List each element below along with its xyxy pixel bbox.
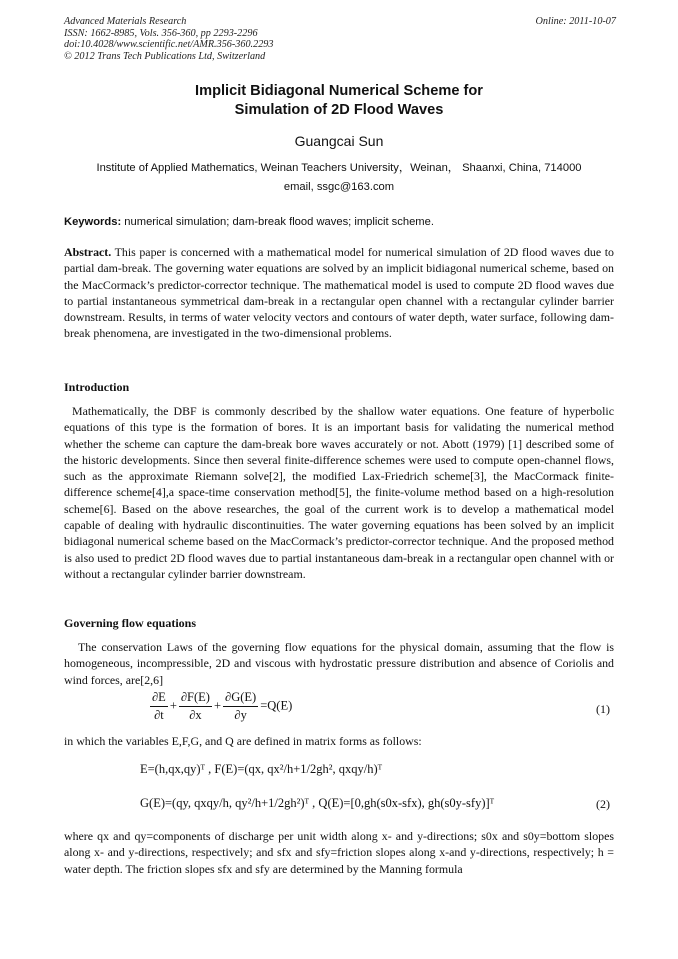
equation-2-number: (2)	[596, 797, 610, 811]
abstract	[64, 244, 614, 342]
abstract-label: Abstract.	[64, 245, 112, 259]
affiliation: Institute of Applied Mathematics, Weinan Teachers University，Weinan， Shaanxi, China, 714000	[96, 162, 582, 174]
journal-name: Advanced Materials Research	[64, 16, 187, 27]
eq1-den3: ∂y	[234, 708, 247, 722]
in-which-text: in which the variables E,F,G, and Q are defined in matrix forms as follows:	[64, 734, 422, 748]
issn-line: ISSN: 1662-8985, Vols. 356-360, pp 2293-2296	[64, 27, 258, 39]
keywords-label: Keywords:	[64, 216, 122, 228]
where-paragraph: where qx and qy=components of discharge per unit width along x- and y-directions; s0x and s0y=bottom slopes along x- and y-directions, respectively; and sfx and sfy=friction slopes along x-and y-directions, respectively; h = water depth. The friction slopes sfx and sfy are determined by the Manning formula	[64, 829, 614, 876]
equation-1-number: (1)	[596, 702, 610, 716]
eq1-num1: ∂E	[150, 690, 168, 707]
governing-paragraph: The conservation Laws of the governing flow equations for the physical domain, assuming that the flow is homogeneous, incompressible, 2D and viscous with hydrostatic pressure distribution and absence of Coriolis and wind forces, are[2,6]	[64, 640, 614, 687]
equation-1	[148, 690, 292, 723]
online-date: Online: 2011-10-07	[535, 16, 616, 27]
intro-paragraph: Mathematically, the DBF is commonly described by the shallow water equations. One feature of hyperbolic equations of this type is the formation of bores. It is an important basis for validating the numerical method whether the scheme can capture the dam-break bore waves accurately or not. Abott (1979) [1] described some of the historic developments. Since then several finite-difference schemes were used to compute open-channel flows, such as the approximate Riemann solve[2], the modified Lax-Friedrich scheme[3], the MacCormack finite-difference scheme[4],a space-time conservation method[5], the finite-volume method based on a high-resolution scheme[6]. Based on the above researches, the goal of the current work is to develop a mathematical model capable of dealing with hydraulic discontinuities. The water governing equations has been solved by an implicit bidiagonal numerical scheme based on the MacCormack’s predictor-corrector technique. And the proposed method is also used to predict 2D flood waves due to partial instantaneous dam-break in a rectangular open channel with or without a rectangular cylinder barrier downstream.	[64, 404, 614, 581]
eq1-plus-2: +	[213, 698, 222, 713]
title-line-2: Simulation of 2D Flood Waves	[234, 101, 444, 118]
keywords-text: numerical simulation; dam-break flood waves; implicit scheme.	[121, 216, 434, 228]
keywords	[64, 216, 616, 228]
equation-2-line-1: E=(h,qx,qy)ᵀ , F(E)=(qx, qx²/h+1/2gh², qxqy/h)ᵀ	[140, 762, 383, 776]
governing-heading: Governing flow equations	[64, 616, 197, 630]
eq1-num2: ∂F(E)	[179, 690, 212, 707]
equation-2-line-2: G(E)=(qy, qxqy/h, qy²/h+1/2gh²)ᵀ , Q(E)=[0,gh(s0x-sfx), gh(s0y-sfy)]ᵀ	[140, 796, 495, 810]
eq1-num3: ∂G(E)	[223, 690, 258, 707]
eq1-plus-1: +	[169, 698, 177, 713]
paper-title	[64, 82, 614, 119]
eq1-den1: ∂t	[154, 708, 164, 722]
eq1-den2: ∂x	[189, 708, 202, 722]
author-name: Guangcai Sun	[294, 133, 384, 149]
eq1-rhs: =Q(E)	[260, 698, 293, 713]
copyright-line: © 2012 Trans Tech Publications Ltd, Switzerland	[64, 50, 266, 62]
intro-heading: Introduction	[64, 380, 130, 394]
doi-line: doi:10.4028/www.scientific.net/AMR.356-360.2293	[64, 39, 274, 51]
author-email: email, ssgc@163.com	[283, 181, 395, 193]
abstract-text: This paper is concerned with a mathematical model for numerical simulation of 2D flood waves due to partial dam-break. The governing water equations are solved by an implicit bidiagonal numerical scheme, based on the MacCormack’s predictor-corrector technique. The mathematical model is used to compute 2D flood waves due to partial instantaneous symmetrical dam-break in a rectangular open channel with a rectangular cylinder barrier downstream. Results, in terms of water velocity vectors and contours of water depth, water surface, following dam-break phenomena, are investigated in the two-dimensional problems.	[64, 245, 614, 341]
title-line-1: Implicit Bidiagonal Numerical Scheme for	[195, 83, 483, 99]
journal-header	[64, 16, 616, 62]
